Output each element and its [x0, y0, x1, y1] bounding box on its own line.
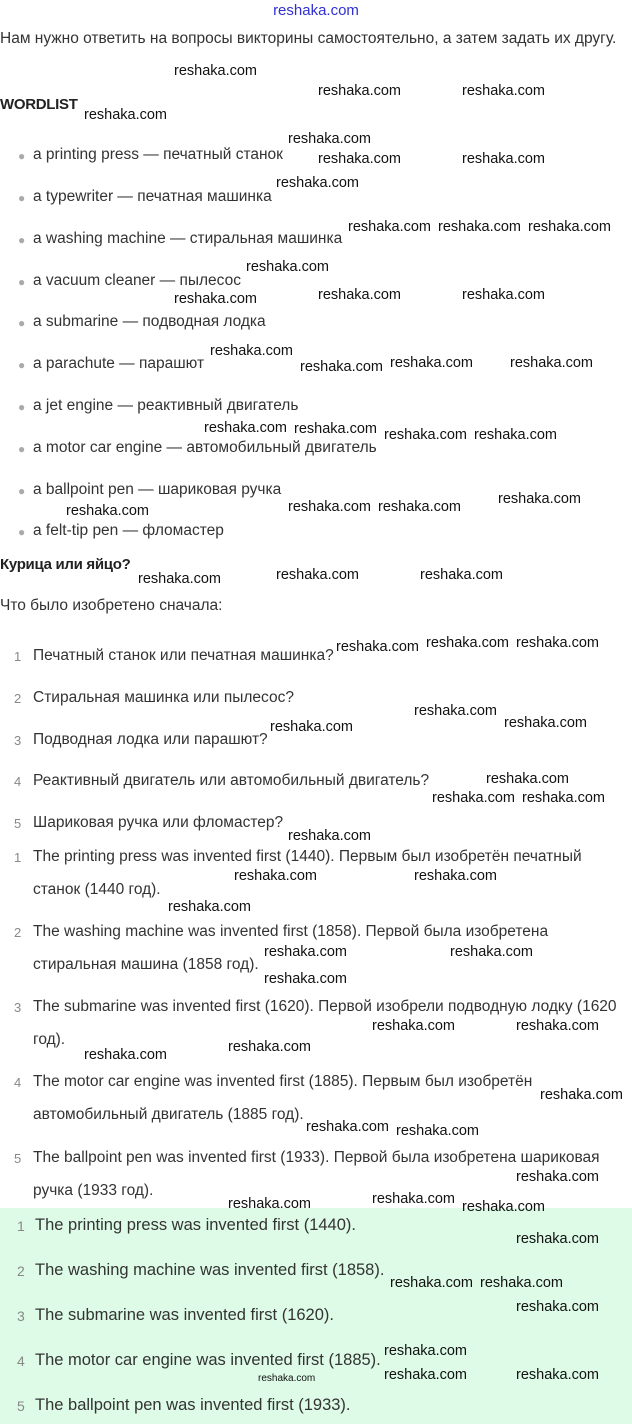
bullet-icon: ●	[18, 358, 26, 372]
watermark-text: reshaka.com	[474, 427, 558, 443]
bullet-icon: ●	[18, 233, 26, 247]
wordlist-item-text: a motor car engine — автомобильный двигатель	[33, 439, 377, 456]
intro-paragraph: Нам нужно ответить на вопросы викторины самостоятельно, а затем задать их другу.	[0, 30, 617, 47]
item-number: 2	[14, 691, 22, 706]
watermark-text: reshaka.com	[504, 715, 588, 731]
item-number: 4	[14, 1075, 22, 1090]
answer-text: The submarine was invented first (1620). Первой изобрели подводную лодку (1620 год).	[33, 998, 617, 1048]
watermark-text: reshaka.com	[336, 639, 420, 655]
watermark-text: reshaka.com	[318, 287, 402, 303]
bullet-icon: ●	[18, 484, 26, 498]
question-text: Реактивный двигатель или автомобильный двигатель?	[33, 772, 430, 789]
watermark-text: reshaka.com	[138, 571, 222, 587]
watermark-text: reshaka.com	[276, 567, 360, 583]
watermark-text: reshaka.com	[516, 1231, 600, 1247]
watermark-text: reshaka.com	[516, 635, 600, 651]
item-number: 5	[14, 1151, 22, 1166]
watermark-text: reshaka.com	[174, 63, 258, 79]
item-number: 4	[14, 774, 22, 789]
watermark-text: reshaka.com	[462, 151, 546, 167]
watermark-text: reshaka.com	[270, 719, 354, 735]
watermark-text: reshaka.com	[390, 1275, 474, 1291]
item-number: 2	[14, 925, 22, 940]
answer-text: The printing press was invented first (1440). Первым был изобретён печатный станок (1440 год).	[33, 848, 582, 898]
bullet-icon: ●	[18, 316, 26, 330]
answer-box-text: The motor car engine was invented first (1885).	[35, 1351, 381, 1369]
wordlist-item-text: a felt-tip pen — фломастер	[33, 522, 224, 539]
watermark-text: reshaka.com	[486, 771, 570, 787]
answer-text: The washing machine was invented first (1858). Первой была изобретена стиральная машина (1858 год).	[33, 923, 549, 973]
watermark-text: reshaka.com	[384, 1367, 468, 1383]
watermark-text: reshaka.com	[294, 421, 378, 437]
answer-box-text: The submarine was invented first (1620).	[35, 1306, 334, 1324]
question-text: Шариковая ручка или фломастер?	[33, 814, 284, 831]
watermark-text: reshaka.com	[264, 971, 348, 987]
item-number: 2	[17, 1263, 25, 1279]
watermark-text: reshaka.com	[348, 219, 432, 235]
watermark-text: reshaka.com	[264, 944, 348, 960]
watermark-text: reshaka.com	[174, 291, 258, 307]
watermark-text: reshaka.com	[462, 1199, 546, 1215]
watermark-text: reshaka.com	[480, 1275, 564, 1291]
watermark-text: reshaka.com	[516, 1367, 600, 1383]
watermark-text: reshaka.com	[306, 1119, 390, 1135]
answer-box-text: The washing machine was invented first (1858).	[35, 1261, 385, 1279]
watermark-text: reshaka.com	[462, 83, 546, 99]
watermark-text: reshaka.com	[234, 868, 318, 884]
bullet-icon: ●	[18, 442, 26, 456]
quiz-heading: Курица или яйцо?	[0, 556, 131, 573]
watermark-text: reshaka.com	[318, 83, 402, 99]
watermark-text: reshaka.com	[510, 355, 594, 371]
wordlist-item-text: a printing press — печатный станок	[33, 146, 283, 163]
watermark-text: reshaka.com	[462, 287, 546, 303]
watermark-text: reshaka.com	[372, 1191, 456, 1207]
wordlist-heading: WORDLIST	[0, 96, 78, 113]
wordlist-item-text: a jet engine — реактивный двигатель	[33, 397, 299, 414]
item-number: 5	[17, 1398, 25, 1414]
watermark-text: reshaka.com	[384, 427, 468, 443]
wordlist-item-text: a vacuum cleaner — пылесос	[33, 272, 241, 289]
watermark-text: reshaka.com	[426, 635, 510, 651]
wordlist-item-text: a submarine — подводная лодка	[33, 313, 266, 330]
watermark-text: reshaka.com	[228, 1039, 312, 1055]
watermark-text: reshaka.com	[318, 151, 402, 167]
watermark-text: reshaka.com	[528, 219, 612, 235]
question-text: Печатный станок или печатная машинка?	[33, 647, 334, 664]
watermark-text: reshaka.com	[498, 491, 582, 507]
watermark-text: reshaka.com	[288, 499, 372, 515]
watermark-text: reshaka.com	[66, 503, 150, 519]
item-number: 1	[14, 649, 22, 664]
watermark-text: reshaka.com	[288, 131, 372, 147]
watermark-text: reshaka.com	[414, 703, 498, 719]
watermark-text: reshaka.com	[288, 828, 372, 844]
watermark-text: reshaka.com	[414, 868, 498, 884]
watermark-text: reshaka.com	[258, 1373, 316, 1384]
answer-box-text: The printing press was invented first (1440).	[35, 1216, 356, 1234]
watermark-text: reshaka.com	[204, 420, 288, 436]
item-number: 1	[17, 1218, 25, 1234]
answer-box-text: The ballpoint pen was invented first (1933).	[35, 1396, 351, 1414]
bullet-icon: ●	[18, 400, 26, 414]
bullet-icon: ●	[18, 525, 26, 539]
quiz-subtitle: Что было изобретено сначала:	[0, 597, 223, 614]
watermark-text: reshaka.com	[522, 790, 606, 806]
watermark-text: reshaka.com	[210, 343, 294, 359]
watermark-text: reshaka.com	[516, 1018, 600, 1034]
watermark-text: reshaka.com	[432, 790, 516, 806]
watermark-text: reshaka.com	[300, 359, 384, 375]
watermark-text: reshaka.com	[276, 175, 360, 191]
watermark-text: reshaka.com	[84, 1047, 168, 1063]
answer-text: The ballpoint pen was invented first (1933). Первой была изобретена шариковая ручка (1933 год).	[33, 1149, 600, 1199]
question-text: Стиральная машинка или пылесос?	[33, 689, 294, 706]
site-watermark-link[interactable]: reshaka.com	[273, 2, 359, 19]
item-number: 3	[14, 1000, 22, 1015]
wordlist-item-text: a typewriter — печатная машинка	[33, 188, 272, 205]
item-number: 3	[14, 733, 22, 748]
question-text: Подводная лодка или парашют?	[33, 731, 268, 748]
watermark-text: reshaka.com	[378, 499, 462, 515]
wordlist-item-text: a parachute — парашют	[33, 355, 205, 372]
bullet-icon: ●	[18, 275, 26, 289]
watermark-text: reshaka.com	[384, 1343, 468, 1359]
answer-text: The motor car engine was invented first (1885). Первым был изобретён автомобильный двигатель (1885 год).	[33, 1073, 533, 1123]
watermark-text: reshaka.com	[84, 107, 168, 123]
watermark-text: reshaka.com	[516, 1299, 600, 1315]
watermark-text: reshaka.com	[516, 1169, 600, 1185]
watermark-text: reshaka.com	[246, 259, 330, 275]
watermark-text: reshaka.com	[390, 355, 474, 371]
watermark-text: reshaka.com	[168, 899, 252, 915]
item-number: 1	[14, 850, 22, 865]
bullet-icon: ●	[18, 149, 26, 163]
watermark-text: reshaka.com	[396, 1123, 480, 1139]
wordlist-item-text: a ballpoint pen — шариковая ручка	[33, 481, 282, 498]
watermark-text: reshaka.com	[228, 1196, 312, 1212]
watermark-text: reshaka.com	[420, 567, 504, 583]
item-number: 5	[14, 816, 22, 831]
watermark-text: reshaka.com	[450, 944, 534, 960]
watermark-text: reshaka.com	[540, 1087, 624, 1103]
watermark-text: reshaka.com	[372, 1018, 456, 1034]
item-number: 4	[17, 1353, 25, 1369]
item-number: 3	[17, 1308, 25, 1324]
bullet-icon: ●	[18, 191, 26, 205]
wordlist-item-text: a washing machine — стиральная машинка	[33, 230, 343, 247]
watermark-text: reshaka.com	[438, 219, 522, 235]
